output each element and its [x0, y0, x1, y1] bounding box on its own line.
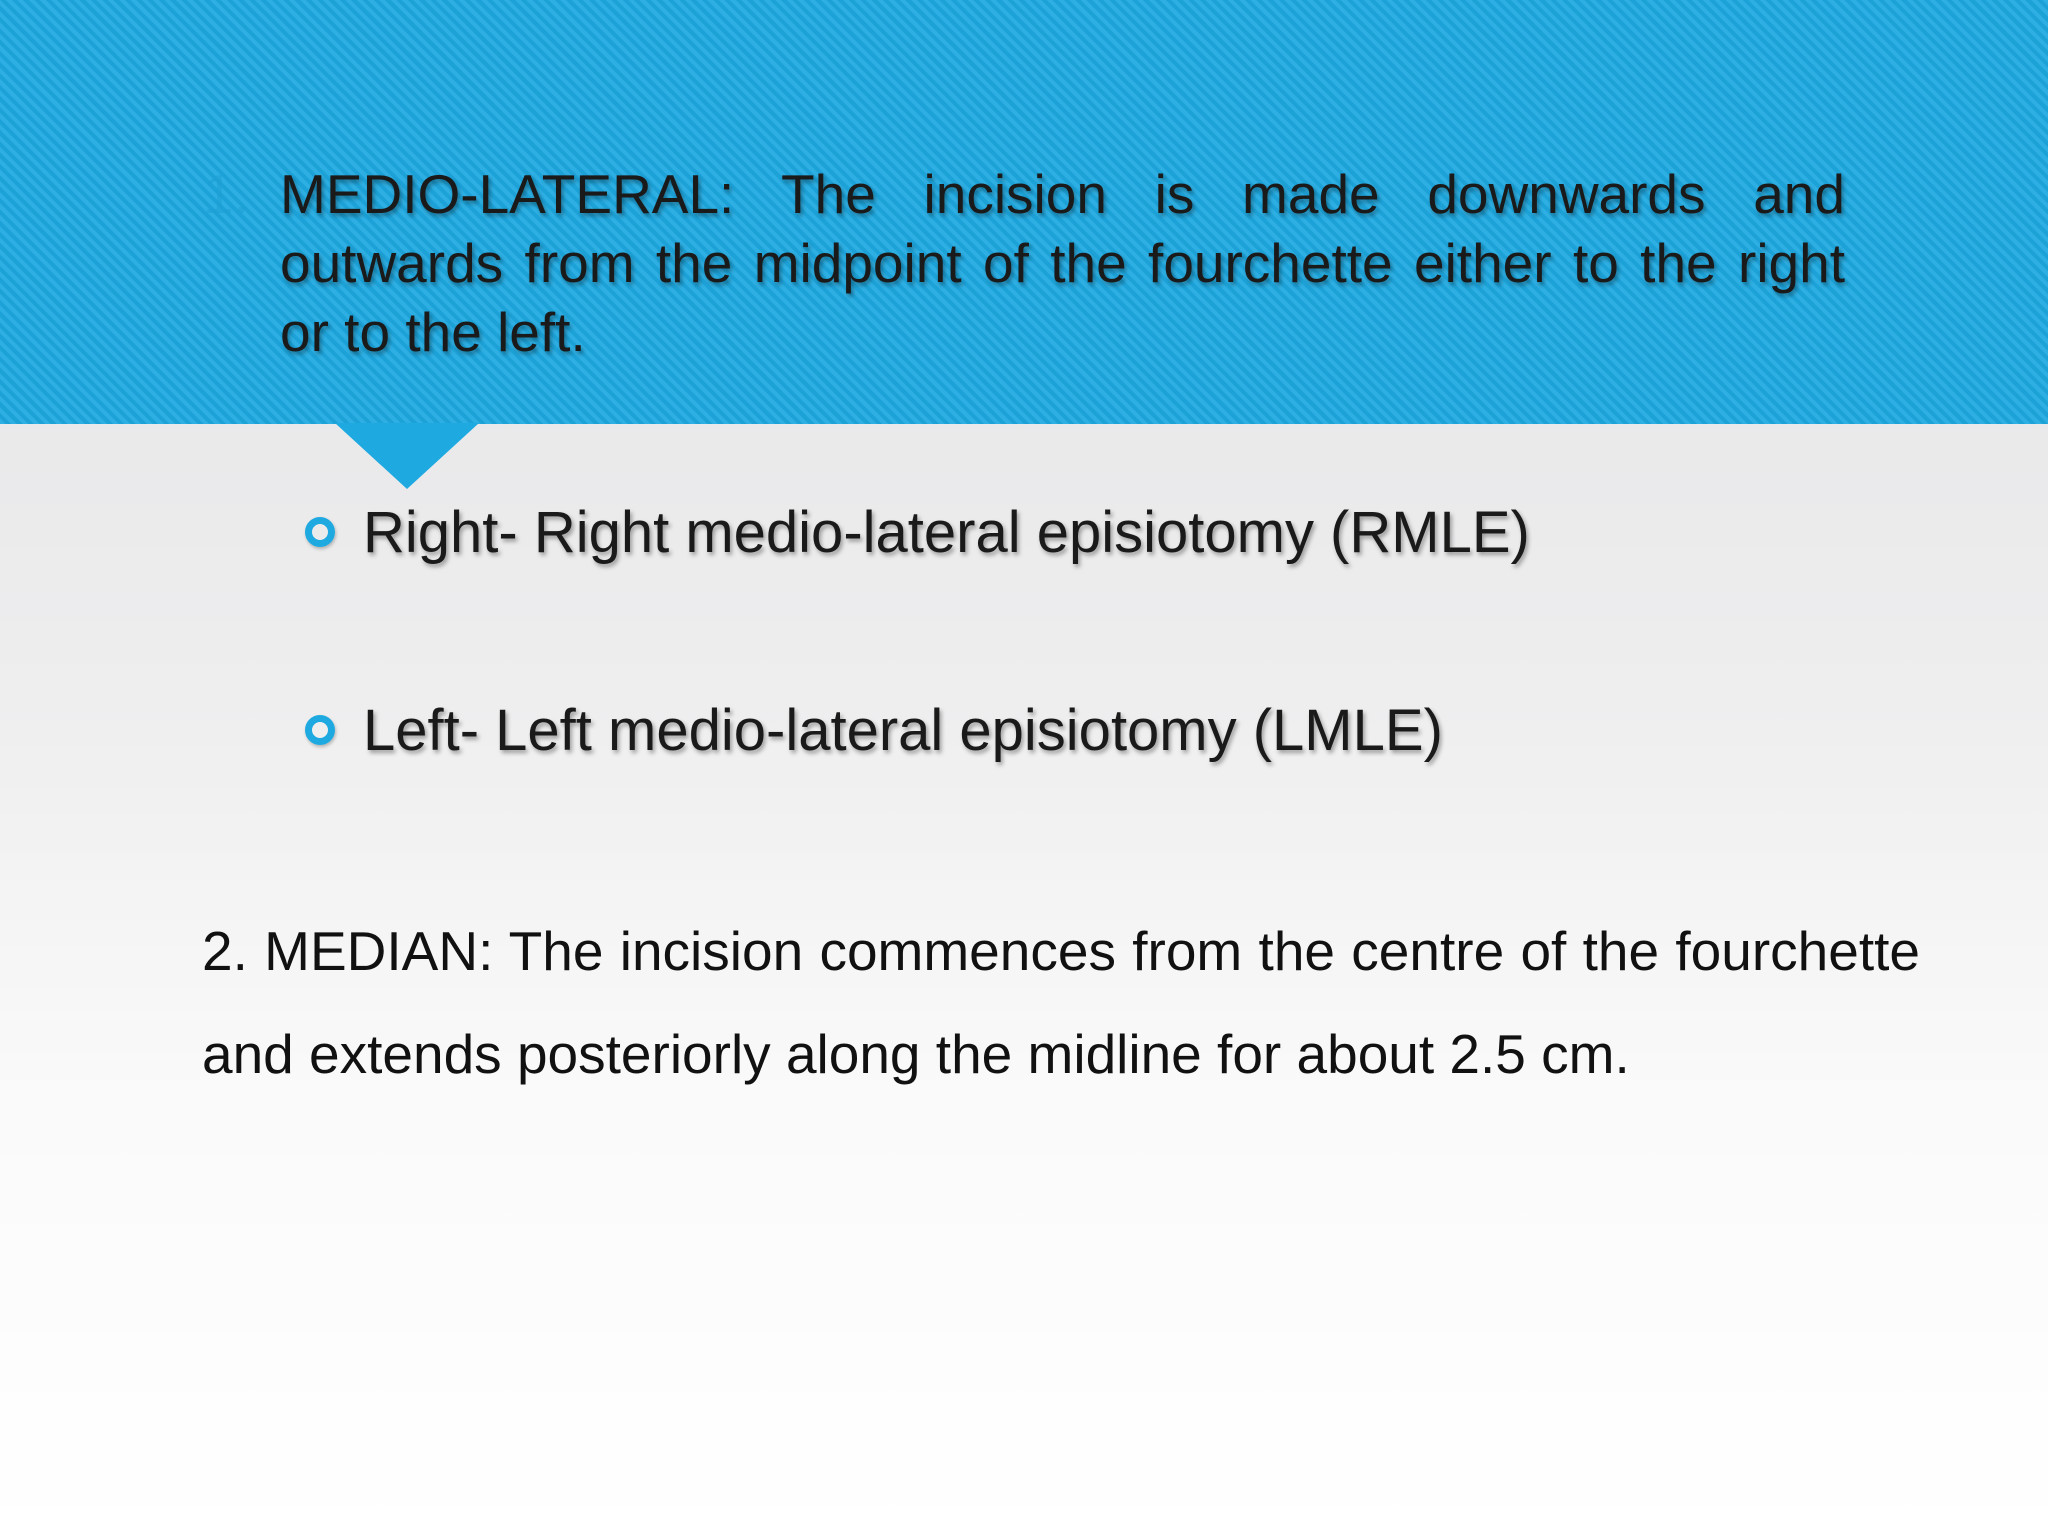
bullet-item-left	[305, 690, 1443, 770]
point-two-text: 2. MEDIAN: The incision commences from the centre of the fourchette and extends posteriorly along the midline for about 2.5 cm.	[202, 920, 1920, 1085]
ring-bullet-icon	[305, 715, 335, 745]
point-one-number: 1.	[203, 163, 249, 225]
header-pointer	[335, 423, 479, 489]
ring-bullet-icon	[305, 517, 335, 547]
bullet-text: Right- Right medio-lateral episiotomy (RMLE)	[363, 499, 1530, 565]
bullet-text: Left- Left medio-lateral episiotomy (LMLE)	[363, 697, 1443, 763]
point-one-text: MEDIO-LATERAL: The incision is made downwards and outwards from the midpoint of the fourchette either to the right or to the left.	[280, 163, 1845, 363]
bullet-item-right	[305, 492, 1530, 572]
